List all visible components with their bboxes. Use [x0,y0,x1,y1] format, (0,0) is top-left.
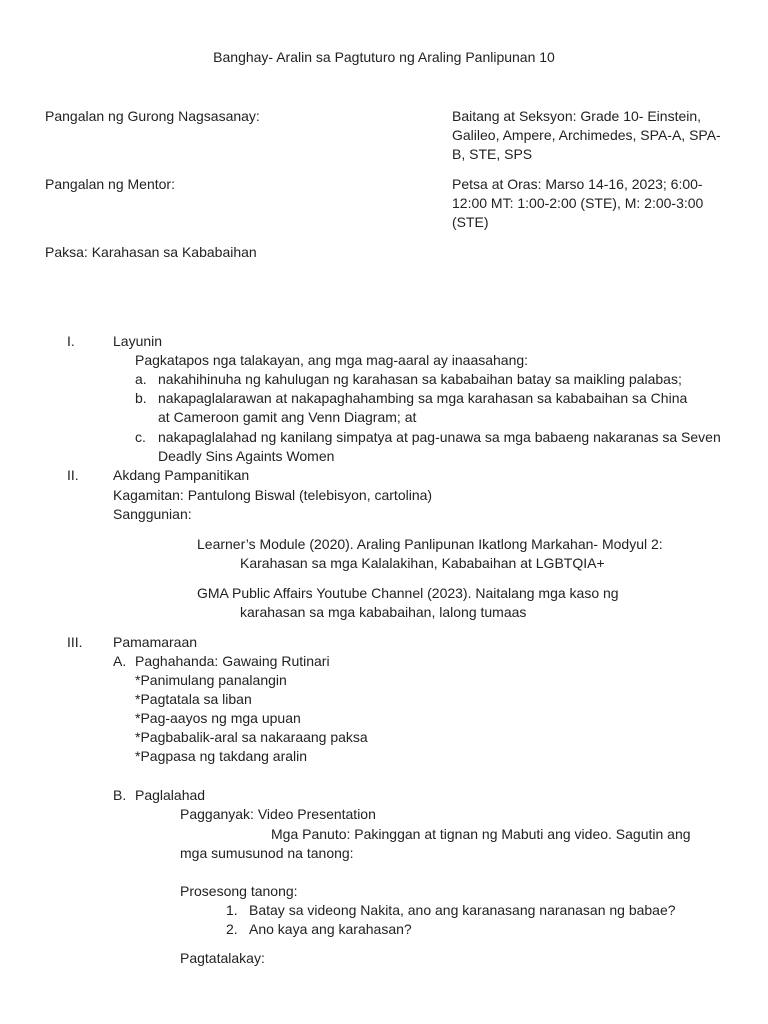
section-two-numeral: II. [67,467,79,483]
reference-entry: GMA Public Affairs Youtube Channel (2023). Naitalang mga kaso ng [197,585,619,601]
subsection-b-marker: B. [113,787,127,803]
section-two-heading: Akdang Pampanitikan [113,467,250,483]
reference-entry-continuation: karahasan sa mga kababaihan, lalong tumaas [240,604,527,620]
teacher-name-label: Pangalan ng Gurong Nagsasanay: [45,108,260,124]
subsection-a-marker: A. [113,653,127,669]
question-marker: 2. [226,921,238,937]
mentor-name-label: Pangalan ng Mentor: [45,176,175,192]
objective-item: nakahihinuha ng kahulugan ng karahasan sa kababaihan batay sa maikling palabas; [158,371,682,387]
section-one-numeral: I. [67,333,75,349]
instructions-line: Mga Panuto: Pakinggan at tignan ng Mabuti ang video. Sagutin ang [271,826,691,842]
date-time-info: Petsa at Oras: Marso 14-16, 2023; 6:00-12:00 MT: 1:00-2:00 (STE), M: 2:00-3:00 (STE) [452,176,704,230]
objectives-intro: Pagkatapos nga talakayan, ang mga mag-aaral ay inaasahang: [135,352,529,368]
reference-entry-continuation: Karahasan sa mga Kalalakihan, Kababaihan at LGBTQIA+ [240,555,605,571]
topic-line: Paksa: Karahasan sa Kababaihan [45,244,257,260]
process-questions-label: Prosesong tanong: [180,883,298,899]
page-title: Banghay- Aralin sa Pagtuturo ng Araling Panlipunan 10 [213,49,555,65]
question-item: Batay sa videong Nakita, ano ang karanasang naranasan ng babae? [249,902,676,918]
routine-item: *Pagtatala sa liban [135,691,252,707]
discussion-label: Pagtatalakay: [180,950,265,966]
question-item: Ano kaya ang karahasan? [249,921,412,937]
routine-item: *Pagbabalik-aral sa nakaraang paksa [135,729,368,745]
section-three-numeral: III. [67,634,83,650]
subsection-a-heading: Paghahanda: Gawaing Rutinari [135,653,330,669]
materials-line: Kagamitan: Pantulong Biswal (telebisyon, cartolina) [113,487,433,503]
routine-item: *Pagpasa ng takdang aralin [135,748,308,764]
grade-section-info: Baitang at Seksyon: Grade 10- Einstein, Galileo, Ampere, Archimedes, SPA-A, SPA-B, STE, SPS [452,108,721,162]
objective-marker: c. [135,429,146,445]
objective-item: nakapaglalarawan at nakapaghahambing sa mga karahasan sa kababaihan sa China at Cameroon gamit ang Venn Diagram; at [158,390,688,425]
references-label: Sanggunian: [113,506,192,522]
motivation-line: Pagganyak: Video Presentation [180,806,376,822]
objective-marker: b. [135,390,147,406]
routine-item: *Panimulang panalangin [135,672,287,688]
section-three-heading: Pamamaraan [113,634,198,650]
objective-marker: a. [135,371,147,387]
question-marker: 1. [226,902,238,918]
routine-item: *Pag-aayos ng mga upuan [135,710,301,726]
subsection-b-heading: Paglalahad [135,787,206,803]
objective-item: nakapaglalahad ng kanilang simpatya at pag-unawa sa mga babaeng nakaranas sa Seven Deadly Sins Againts Women [158,429,721,464]
section-one-heading: Layunin [113,333,163,349]
instructions-continuation: mga sumusunod na tanong: [180,845,354,861]
reference-entry: Learner’s Module (2020). Araling Panlipunan Ikatlong Markahan- Modyul 2: [197,536,663,552]
